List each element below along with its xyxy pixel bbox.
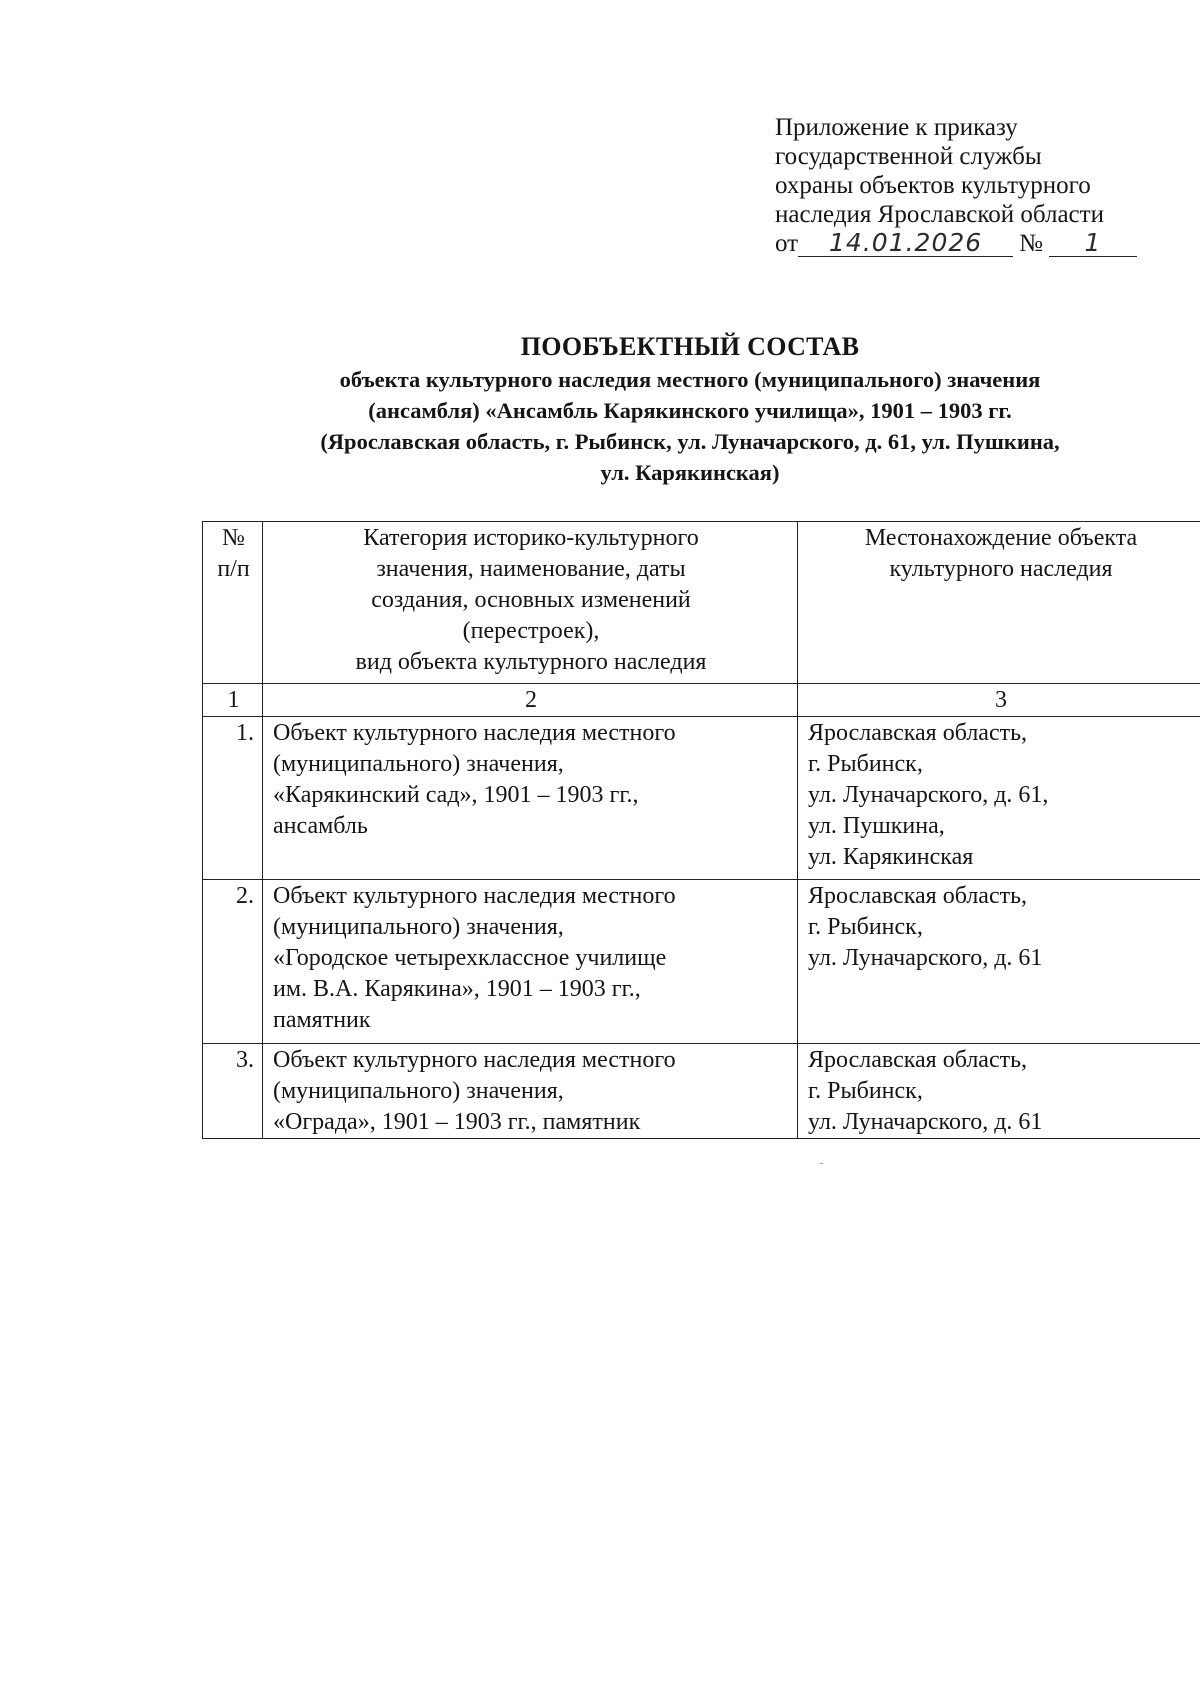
column-index-cell: 2 [263, 684, 798, 717]
appendix-line: охраны объектов культурного [775, 172, 1091, 199]
header-text: вид объекта культурного наследия [355, 649, 707, 675]
table-header-row [203, 522, 1200, 684]
description-line: ансамбль [273, 813, 368, 839]
location-line: ул. Пушкина, [808, 813, 945, 839]
title-subtitle-line: (Ярославская область, г. Рыбинск, ул. Луначарского, д. 61, ул. Пушкина, [320, 429, 1060, 454]
header-number [203, 522, 263, 684]
header-text: культурного наследия [889, 556, 1113, 582]
header-text: Местонахождение объекта [864, 525, 1138, 551]
location-line: г. Рыбинск, [808, 751, 923, 777]
row-description [263, 1044, 798, 1139]
header-text: № [222, 525, 245, 551]
location-line: Ярославская область, [808, 1047, 1028, 1073]
description-line: Объект культурного наследия местного [273, 883, 676, 909]
description-line: (муниципального) значения, [273, 751, 564, 777]
column-index-cell: 3 [798, 684, 1200, 717]
description-line: «Ограда», 1901 – 1903 гг., памятник [273, 1109, 641, 1135]
from-label: от [775, 230, 799, 257]
order-number-field [1049, 228, 1137, 257]
row-location [798, 1044, 1200, 1139]
title-subtitle-line: (ансамбля) «Ансамбль Карякинского училища», 1901 – 1903 гг. [368, 398, 1012, 423]
heritage-objects-table [202, 521, 1200, 1139]
header-category [263, 522, 798, 684]
table-row [203, 1044, 1200, 1139]
order-reference [775, 229, 1175, 263]
row-number: 3. [203, 1044, 263, 1139]
location-line: Ярославская область, [808, 720, 1028, 746]
table-row [203, 880, 1200, 1044]
title-subtitle-line: ул. Карякинская) [600, 460, 780, 485]
header-text: значения, наименование, даты [376, 556, 686, 582]
number-label: № [1019, 230, 1043, 257]
table-row [203, 717, 1200, 880]
order-date-field [798, 228, 1013, 257]
location-line: ул. Луначарского, д. 61 [808, 945, 1043, 971]
description-line: Объект культурного наследия местного [273, 720, 676, 746]
scan-speck [820, 1163, 823, 1164]
document-title [190, 330, 1190, 488]
description-line: Объект культурного наследия местного [273, 1047, 676, 1073]
row-number: 1. [203, 717, 263, 880]
description-line: «Карякинский сад», 1901 – 1903 гг., [273, 782, 639, 808]
location-line: Ярославская область, [808, 883, 1028, 909]
appendix-block [775, 113, 1175, 263]
header-location [798, 522, 1200, 684]
row-location [798, 717, 1200, 880]
description-line: (муниципального) значения, [273, 914, 564, 940]
title-subtitle-line: объекта культурного наследия местного (муниципального) значения [339, 367, 1041, 392]
appendix-line: государственной службы [775, 143, 1042, 170]
order-date-handwritten: 14.01.2026 [829, 228, 983, 257]
row-number: 2. [203, 880, 263, 1044]
header-text: Категория историко-культурного [363, 525, 699, 551]
order-number-handwritten: 1 [1084, 228, 1102, 257]
description-line: «Городское четырехклассное училище [273, 945, 667, 971]
header-text: создания, основных изменений [371, 587, 691, 613]
description-line: (муниципального) значения, [273, 1078, 564, 1104]
header-text: п/п [217, 556, 250, 582]
description-line: памятник [273, 1007, 371, 1033]
location-line: ул. Карякинская [808, 844, 974, 870]
location-line: ул. Луначарского, д. 61, [808, 782, 1049, 808]
column-index-row [203, 684, 1200, 717]
row-description [263, 717, 798, 880]
row-description [263, 880, 798, 1044]
header-text: (перестроек), [462, 618, 600, 644]
description-line: им. В.А. Карякина», 1901 – 1903 гг., [273, 976, 641, 1002]
location-line: г. Рыбинск, [808, 914, 923, 940]
appendix-line: Приложение к приказу [775, 114, 1018, 141]
location-line: г. Рыбинск, [808, 1078, 923, 1104]
appendix-line: наследия Ярославской области [775, 201, 1104, 228]
row-location [798, 880, 1200, 1044]
column-index-cell: 1 [203, 684, 263, 717]
location-line: ул. Луначарского, д. 61 [808, 1109, 1043, 1135]
title-main: ПООБЪЕКТНЫЙ СОСТАВ [520, 332, 860, 361]
